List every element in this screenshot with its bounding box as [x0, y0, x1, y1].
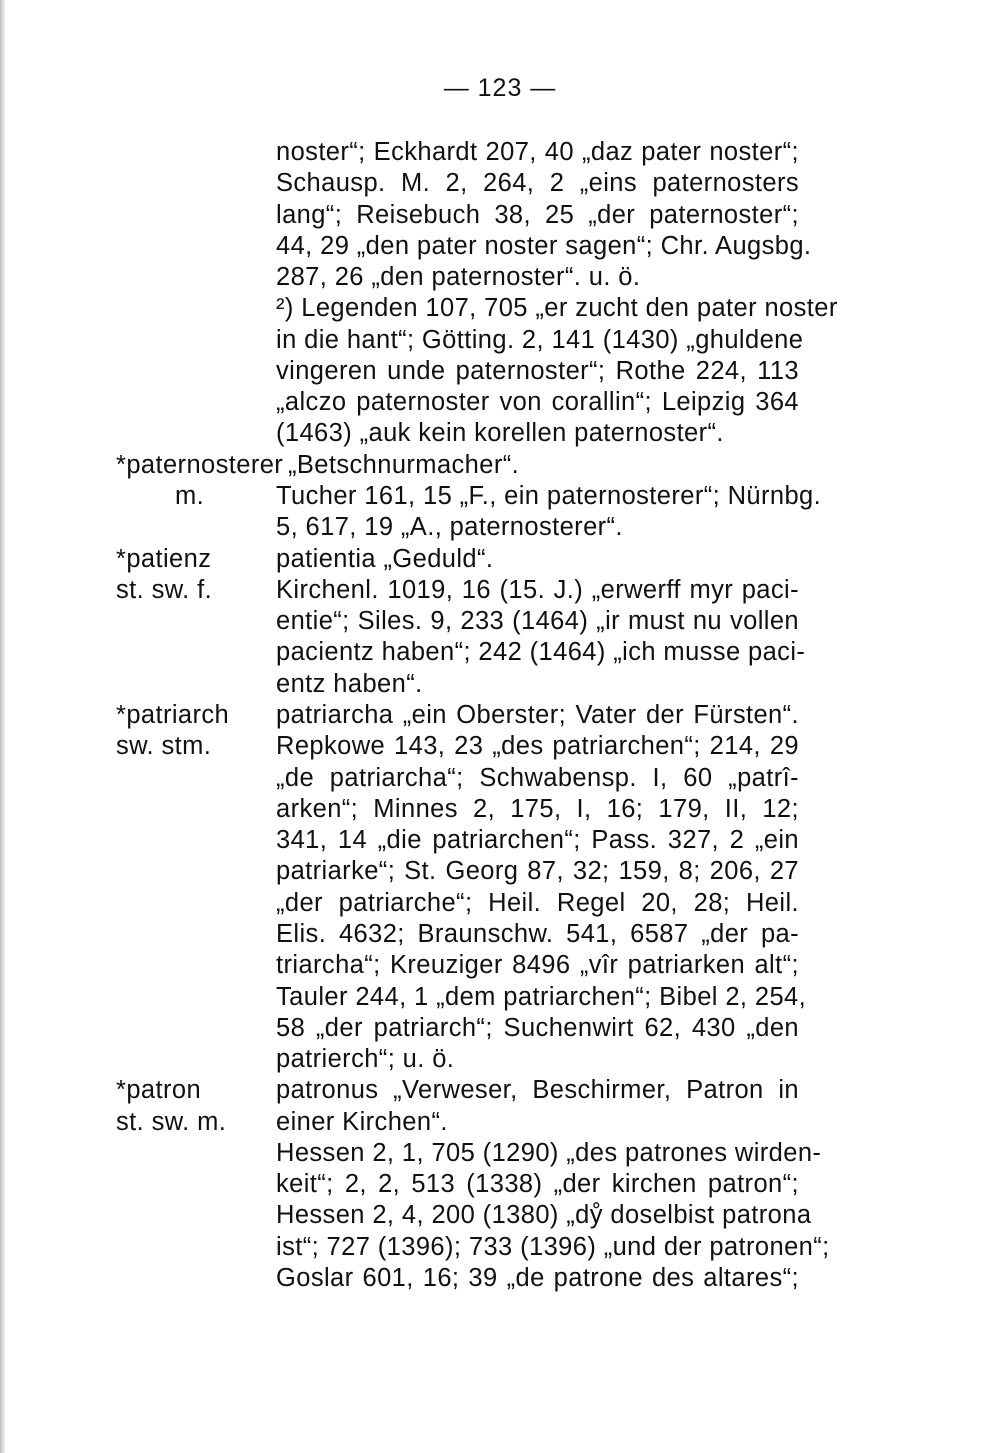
text-line: Tucher 161, 15 „F., ein paternosterer“; Nürnbg. [276, 482, 822, 510]
text-line: lang“; Reisebuch 38, 25 „der paternoster“; [276, 201, 799, 229]
text-line: 5, 617, 19 „A., paternosterer“. [276, 513, 623, 541]
text-line: 287, 26 „den paternoster“. u. ö. [276, 263, 641, 291]
text-line: „der patriarche“; Heil. Regel 20, 28; Heil. [276, 889, 799, 917]
text-line: Tauler 244, 1 „dem patriarchen“; Bibel 2, 254, [276, 983, 807, 1011]
headword-grammar: st. sw. m. [116, 1108, 227, 1136]
text-line: Goslar 601, 16; 39 „de patrone des altares“; [276, 1264, 799, 1292]
text-line: in die hant“; Götting. 2, 141 (1430) „ghuldene [276, 326, 804, 354]
headword-grammar: m. [175, 482, 205, 510]
headword-patron: *patron [116, 1076, 202, 1104]
text-line: Elis. 4632; Braunschw. 541, 6587 „der pa- [276, 920, 799, 948]
text-line: „Betschnurmacher“. [288, 451, 520, 479]
text-line: „de patriarcha“; Schwabensp. I, 60 „patrî- [276, 764, 799, 792]
text-line: 44, 29 „den pater noster sagen“; Chr. Augsbg. [276, 232, 812, 260]
text-line: patrierch“; u. ö. [276, 1045, 455, 1073]
text-line: vingeren unde paternoster“; Rothe 224, 113 [276, 357, 799, 385]
headword-grammar: sw. stm. [116, 732, 212, 760]
footnote-line: ²) Legenden 107, 705 „er zucht den pater noster [276, 294, 838, 322]
text-line: 341, 14 „die patriarchen“; Pass. 327, 2 „ein [276, 826, 799, 854]
text-line: noster“; Eckhardt 207, 40 „daz pater noster“; [276, 138, 799, 166]
text-line: patientia „Geduld“. [276, 545, 494, 573]
text-line: pacientz haben“; 242 (1464) „ich musse paci- [276, 638, 806, 666]
text-line: Hessen 2, 1, 705 (1290) „des patrones wirden- [276, 1139, 822, 1167]
text-line: (1463) „auk kein korellen paternoster“. [276, 419, 724, 447]
text-line: Repkowe 143, 23 „des patriarchen“; 214, 29 [276, 732, 799, 760]
headword-patriarch: *patriarch [116, 701, 230, 729]
text-line: patriarke“; St. Georg 87, 32; 159, 8; 206, 27 [276, 857, 799, 885]
text-line: entie“; Siles. 9, 233 (1464) „ir must nu vollen [276, 607, 799, 635]
text-line: einer Kirchen“. [276, 1108, 448, 1136]
text-line: 58 „der patriarch“; Suchenwirt 62, 430 „den [276, 1014, 799, 1042]
page-edge-shadow [0, 0, 6, 1453]
headword-grammar: st. sw. f. [116, 576, 213, 604]
headword-patienz: *patienz [116, 545, 212, 573]
text-line: triarcha“; Kreuziger 8496 „vîr patriarken alt“; [276, 951, 799, 979]
text-line: arken“; Minnes 2, 175, I, 16; 179, II, 12; [276, 795, 799, 823]
text-line: Kirchenl. 1019, 16 (15. J.) „erwerff myr paci- [276, 576, 799, 604]
text-line: Schausp. M. 2, 264, 2 „eins paternosters [276, 169, 799, 197]
page-number: — 123 — [443, 74, 557, 102]
text-line: „alczo paternoster von corallin“; Leipzig 364 [276, 388, 799, 416]
headword-paternosterer: *paternosterer [116, 451, 284, 479]
text-line: patronus „Verweser, Beschirmer, Patron in [276, 1076, 799, 1104]
text-line: ist“; 727 (1396); 733 (1396) „und der patronen“; [276, 1233, 830, 1261]
text-line: Hessen 2, 4, 200 (1380) „dẙ doselbist patrona [276, 1201, 812, 1229]
text-line: entz haben“. [276, 670, 423, 698]
text-line: patriarcha „ein Oberster; Vater der Fürsten“. [276, 701, 799, 729]
text-line: keit“; 2, 2, 513 (1338) „der kirchen patron“; [276, 1170, 799, 1198]
